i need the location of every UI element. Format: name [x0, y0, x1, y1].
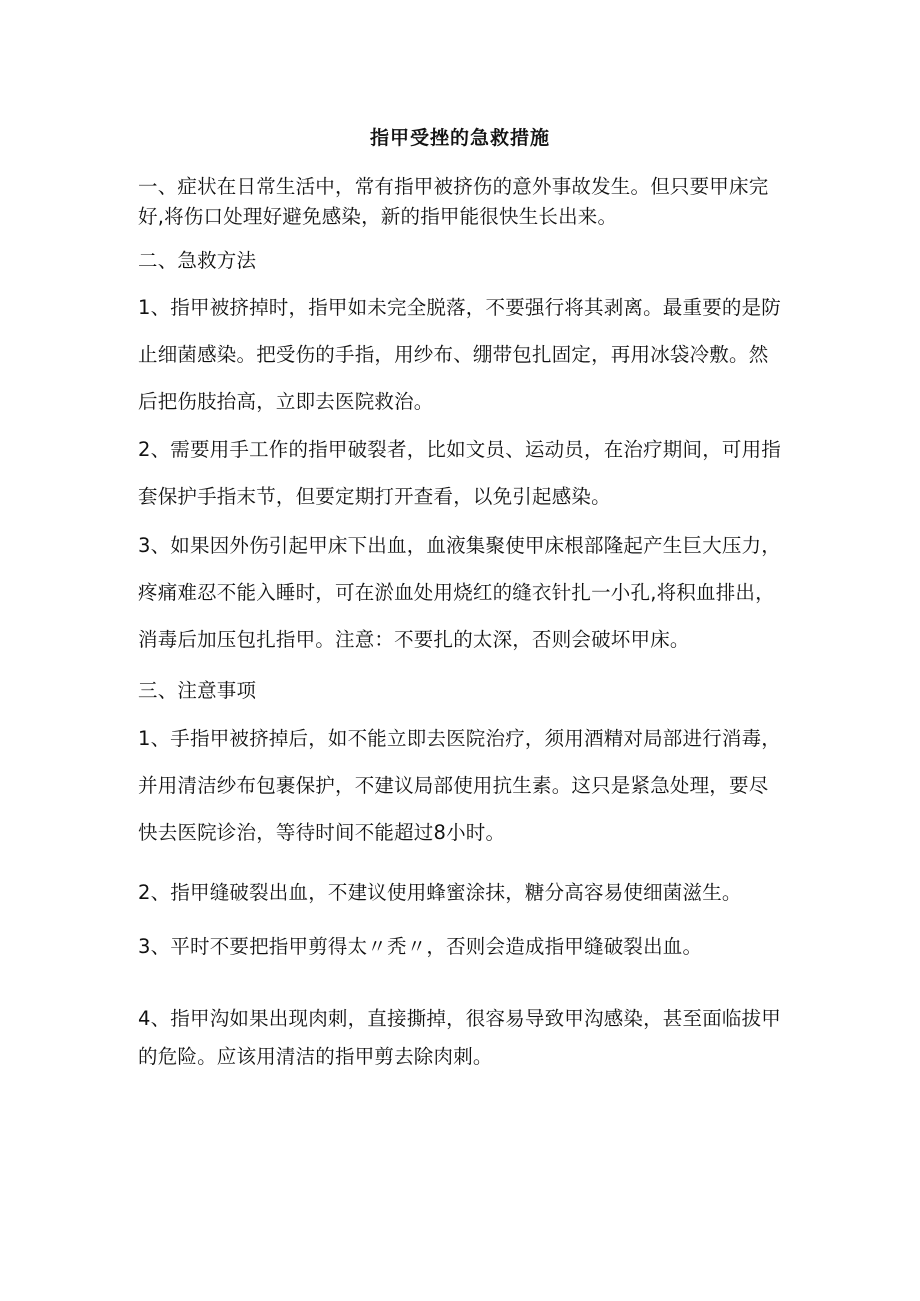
section3-item1-line-3: 快去医院诊治，等待时间不能超过8小时。: [138, 821, 506, 844]
section1-line-2: 好,将伤口处理好避免感染，新的指甲能很快生长出来。: [138, 205, 618, 228]
section2-item2-line-2: 套保护手指末节，但要定期打开查看，以免引起感染。: [138, 485, 611, 508]
section3-item2-paragraph: 2、指甲缝破裂出血，不建议使用蜂蜜涂抹，糖分高容易使细菌滋生。: [138, 881, 742, 904]
section3-item1-line-1: 1、手指甲被挤掉后，如不能立即去医院治疗，须用酒精对局部进行消毒，: [138, 727, 782, 750]
section2-item1-line-3: 后把伤肢抬高，立即去医院救治。: [138, 390, 434, 413]
section2-item1-line-2: 止细菌感染。把受伤的手指，用纱布、绷带包扎固定，再用冰袋冷敷。然: [138, 343, 769, 366]
section3-item4-paragraph: [138, 1000, 788, 1076]
section2-item2-line-1: 2、需要用手工作的指甲破裂者，比如文员、运动员，在治疗期间，可用指: [138, 438, 782, 461]
section2-heading: 二、急救方法: [138, 249, 257, 272]
section2-item1-paragraph: [138, 284, 788, 425]
section2-item2-paragraph: [138, 426, 788, 520]
section3-item4-line-2: 的危险。应该用清洁的指甲剪去除肉刺。: [138, 1045, 493, 1068]
section3-item1-paragraph: [138, 715, 788, 856]
document-title: 指甲受挫的急救措施: [369, 127, 550, 149]
section3-item3-paragraph: 3、平时不要把指甲剪得太〃秃〃，否则会造成指甲缝破裂出血。: [138, 935, 703, 958]
section2-item3-line-3: 消毒后加压包扎指甲。注意：不要扎的太深，否则会破坏甲床。: [138, 628, 690, 651]
section3-item4-line-1: 4、指甲沟如果出现肉刺，直接撕掉，很容易导致甲沟感染，甚至面临拔甲: [138, 1007, 782, 1030]
section3-item1-line-2: 并用清洁纱布包裹保护，不建议局部使用抗生素。这只是紧急处理，要尽: [138, 774, 769, 797]
section1-line-1: 一、症状在日常生活中，常有指甲被挤伤的意外事故发生。但只要甲床完: [138, 175, 769, 198]
section2-item1-line-1: 1、指甲被挤掉时，指甲如未完全脱落，不要强行将其剥离。最重要的是防: [138, 296, 782, 319]
section1-paragraph: [138, 172, 788, 232]
section2-item3-paragraph: [138, 522, 788, 663]
section2-item3-line-2: 疼痛难忍不能入睡时，可在淤血处用烧红的缝衣针扎一小孔,将积血排出，: [138, 581, 775, 604]
section2-item3-line-1: 3、如果因外伤引起甲床下出血，血液集聚使甲床根部隆起产生巨大压力，: [138, 534, 782, 557]
section3-heading: 三、注意事项: [138, 679, 257, 702]
